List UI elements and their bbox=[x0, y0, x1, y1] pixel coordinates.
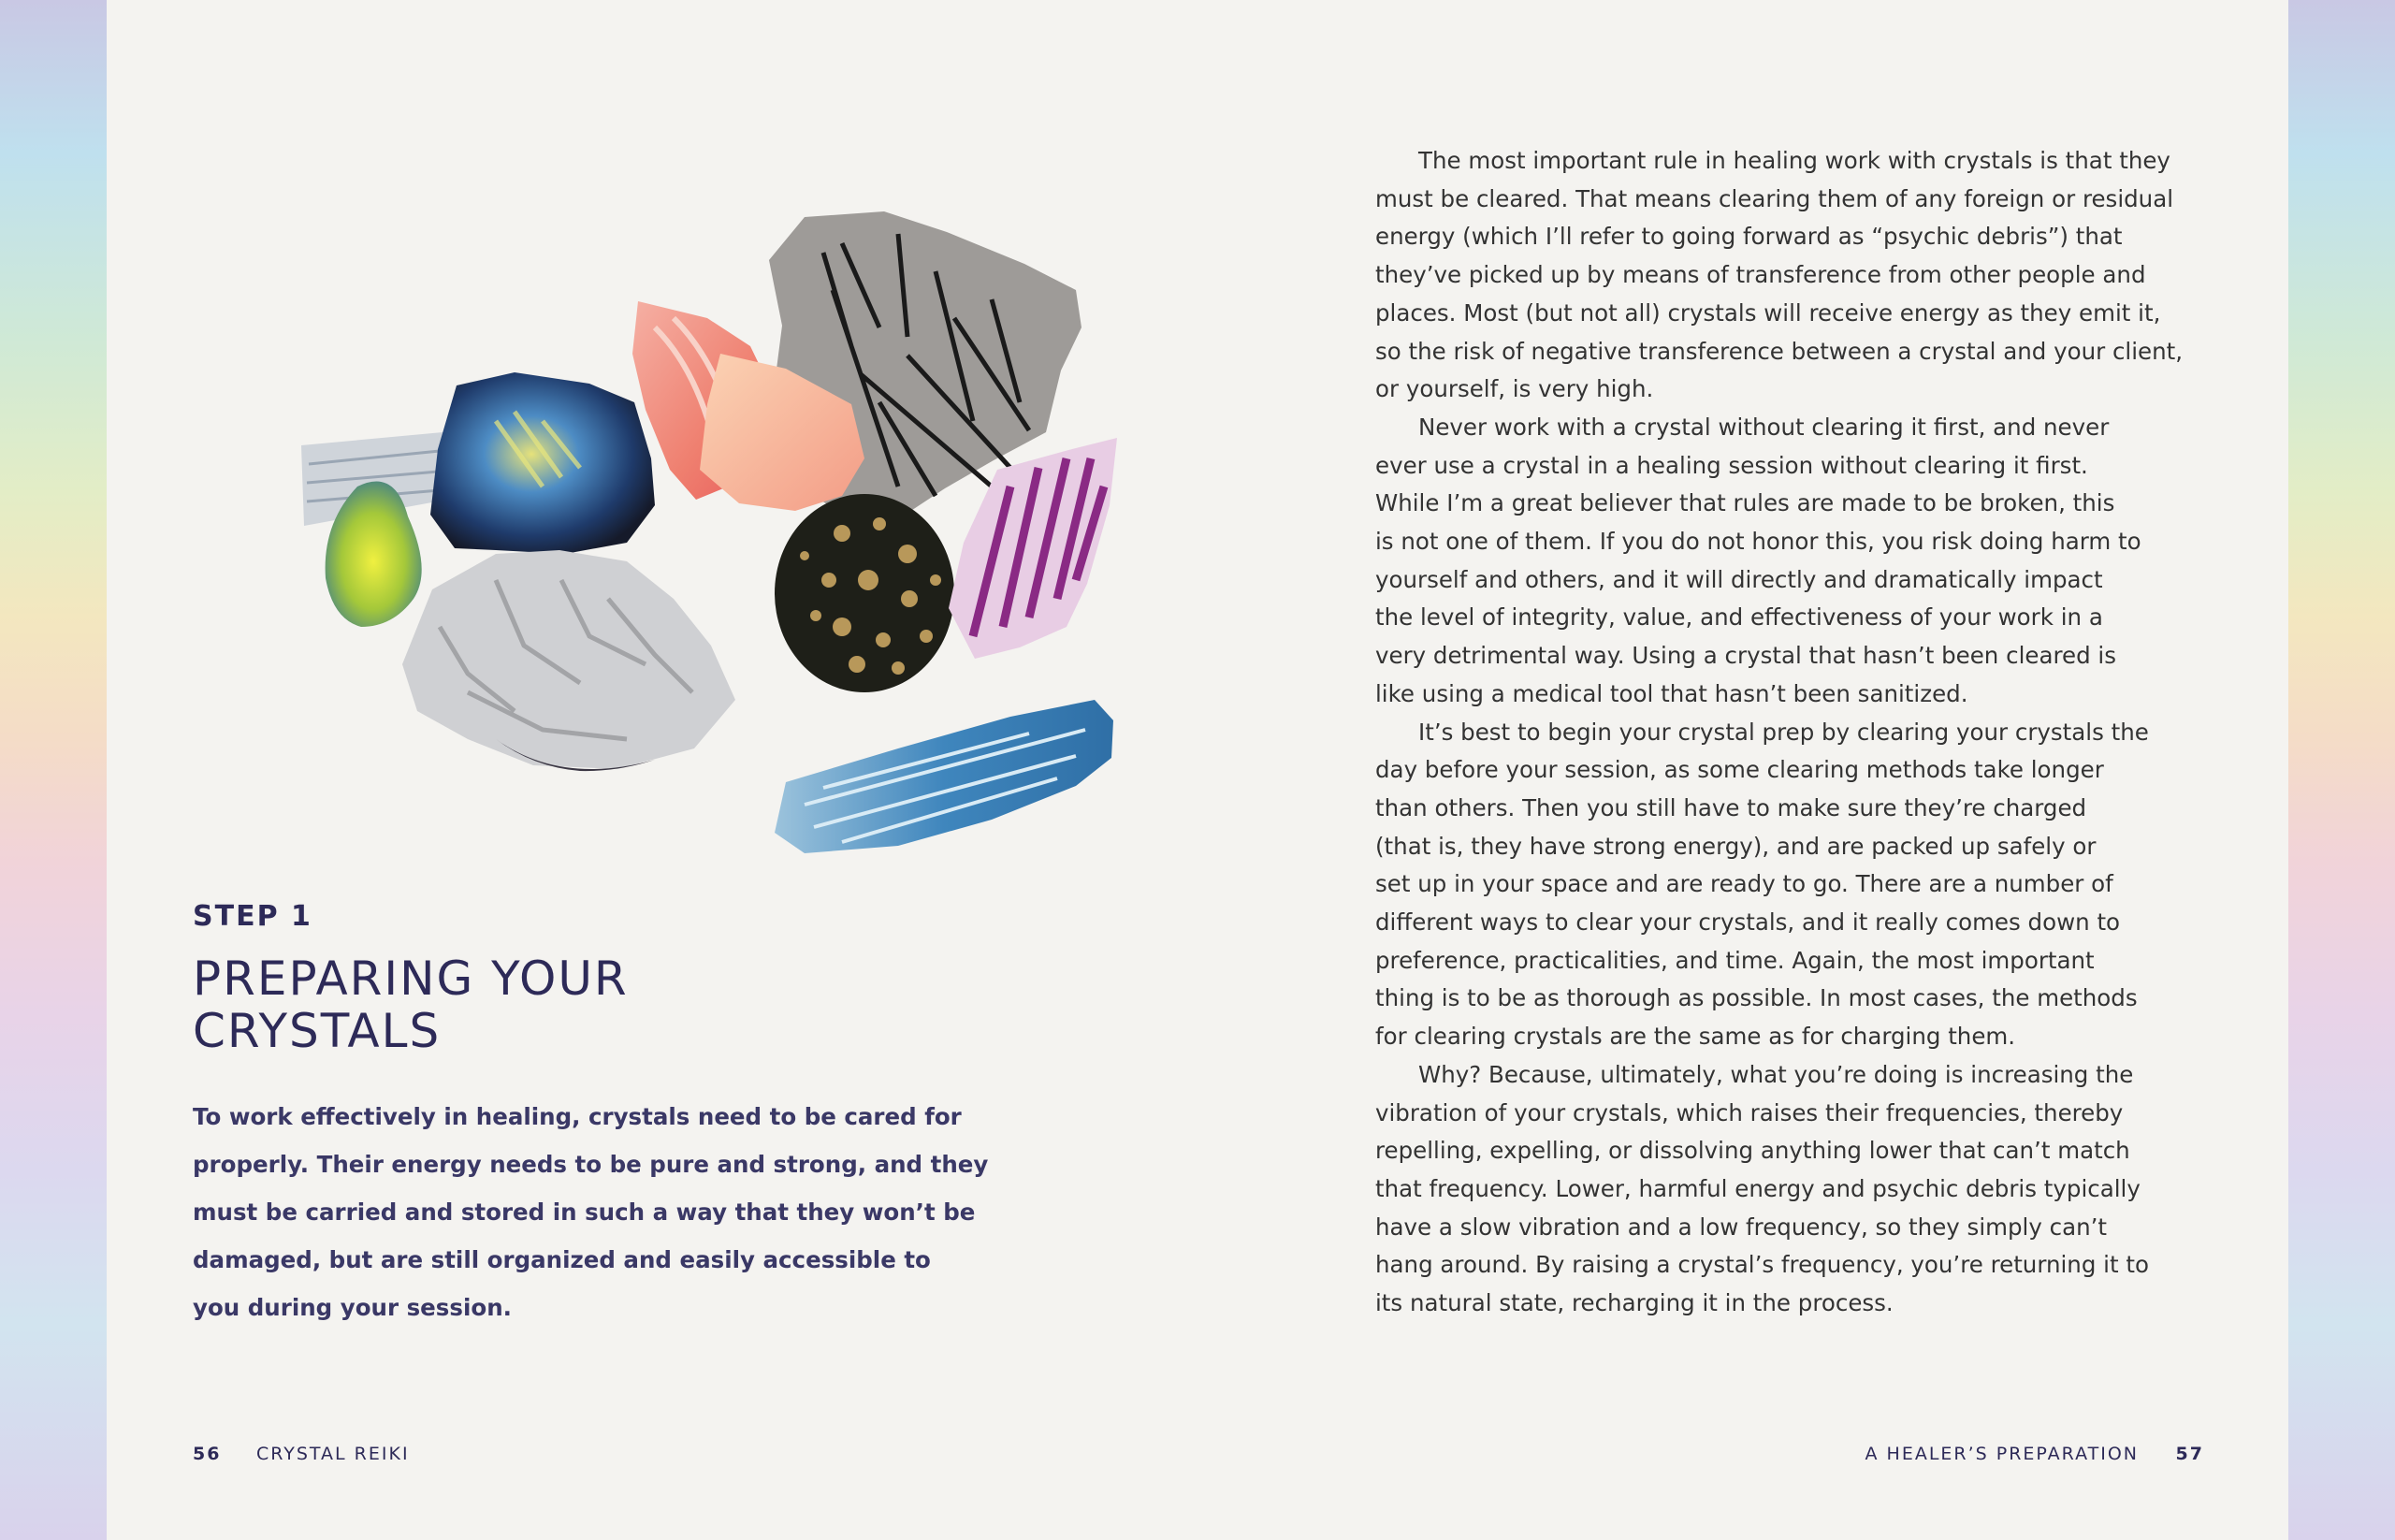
body-text bbox=[1375, 142, 2189, 1323]
body-line: must be cleared. That means clearing them of any foreign or residual bbox=[1375, 184, 2174, 212]
step-label: STEP 1 bbox=[193, 900, 312, 933]
body-line: day before your session, as some clearing methods take longer bbox=[1375, 756, 2104, 784]
body-line: for clearing crystals are the same as for charging them. bbox=[1375, 1023, 2016, 1051]
body-line: energy (which I’ll refer to going forward as “psychic debris”) that bbox=[1375, 223, 2123, 251]
paragraph bbox=[1375, 142, 2189, 409]
intro-line: you during your session. bbox=[193, 1294, 512, 1321]
crystals-watercolor-illustration bbox=[187, 187, 1169, 879]
body-line: ever use a crystal in a healing session without clearing it first. bbox=[1375, 451, 2088, 479]
intro-paragraph bbox=[193, 1093, 1035, 1331]
paragraph bbox=[1375, 714, 2189, 1056]
left-page bbox=[107, 0, 1198, 1540]
body-line: so the risk of negative transference between a crystal and your client, bbox=[1375, 337, 2184, 365]
body-line: its natural state, recharging it in the process. bbox=[1375, 1289, 1894, 1317]
body-line: The most important rule in healing work with crystals is that they bbox=[1418, 147, 2170, 174]
intro-line: properly. Their energy needs to be pure and strong, and they bbox=[193, 1151, 989, 1178]
running-title: A HEALER’S PREPARATION bbox=[1865, 1444, 2139, 1464]
labradorite bbox=[430, 372, 655, 554]
body-line: Why? Because, ultimately, what you’re doing is increasing the bbox=[1418, 1060, 2134, 1088]
body-line: While I’m a great believer that rules are made to be broken, this bbox=[1375, 489, 2115, 517]
body-line: thing is to be as thorough as possible. In most cases, the methods bbox=[1375, 984, 2138, 1012]
body-line: or yourself, is very high. bbox=[1375, 375, 1654, 403]
quartz-cluster bbox=[402, 550, 735, 771]
body-line: repelling, expelling, or dissolving anything lower that can’t match bbox=[1375, 1137, 2130, 1165]
paragraph bbox=[1375, 409, 2189, 714]
body-line: very detrimental way. Using a crystal that hasn’t been cleared is bbox=[1375, 642, 2117, 670]
body-line: preference, practicalities, and time. Again, the most important bbox=[1375, 946, 2095, 974]
body-line: Never work with a crystal without clearing it first, and never bbox=[1418, 413, 2110, 441]
body-line: the level of integrity, value, and effectiveness of your work in a bbox=[1375, 603, 2103, 632]
body-line: set up in your space and are ready to go. There are a number of bbox=[1375, 870, 2113, 898]
blue-kyanite bbox=[775, 700, 1113, 853]
body-line: like using a medical tool that hasn’t been sanitized. bbox=[1375, 679, 1968, 707]
body-line: different ways to clear your crystals, and it really comes down to bbox=[1375, 908, 2121, 937]
intro-line: must be carried and stored in such a way that they won’t be bbox=[193, 1199, 976, 1226]
running-title: CRYSTAL REIKI bbox=[256, 1444, 410, 1464]
body-line: they’ve picked up by means of transference from other people and bbox=[1375, 261, 2146, 289]
body-line: hang around. By raising a crystal’s frequency, you’re returning it to bbox=[1375, 1251, 2149, 1279]
intro-line: To work effectively in healing, crystals need to be cared for bbox=[193, 1103, 962, 1130]
body-line: vibration of your crystals, which raises their frequencies, thereby bbox=[1375, 1098, 2124, 1126]
body-line: is not one of them. If you do not honor this, you risk doing harm to bbox=[1375, 528, 2141, 556]
body-line: It’s best to begin your crystal prep by clearing your crystals the bbox=[1418, 718, 2149, 746]
body-line: places. Most (but not all) crystals will receive energy as they emit it, bbox=[1375, 298, 2161, 327]
intro-line: damaged, but are still organized and easily accessible to bbox=[193, 1246, 931, 1273]
title-line: PREPARING YOUR bbox=[193, 952, 629, 1006]
book-spread bbox=[107, 0, 2288, 1540]
paragraph bbox=[1375, 1056, 2189, 1323]
body-line: (that is, they have strong energy), and are packed up safely or bbox=[1375, 832, 2097, 860]
body-line: have a slow vibration and a low frequency, so they simply can’t bbox=[1375, 1213, 2108, 1241]
body-line: yourself and others, and it will directly and dramatically impact bbox=[1375, 565, 2103, 593]
body-line: that frequency. Lower, harmful energy and psychic debris typically bbox=[1375, 1174, 2141, 1202]
section-title bbox=[193, 952, 848, 1057]
page-number: 56 bbox=[193, 1444, 222, 1464]
page-number: 57 bbox=[2175, 1444, 2204, 1464]
black-spotted-stone bbox=[775, 494, 954, 692]
title-line: CRYSTALS bbox=[193, 1004, 442, 1058]
body-line: than others. Then you still have to make sure they’re charged bbox=[1375, 793, 2087, 821]
